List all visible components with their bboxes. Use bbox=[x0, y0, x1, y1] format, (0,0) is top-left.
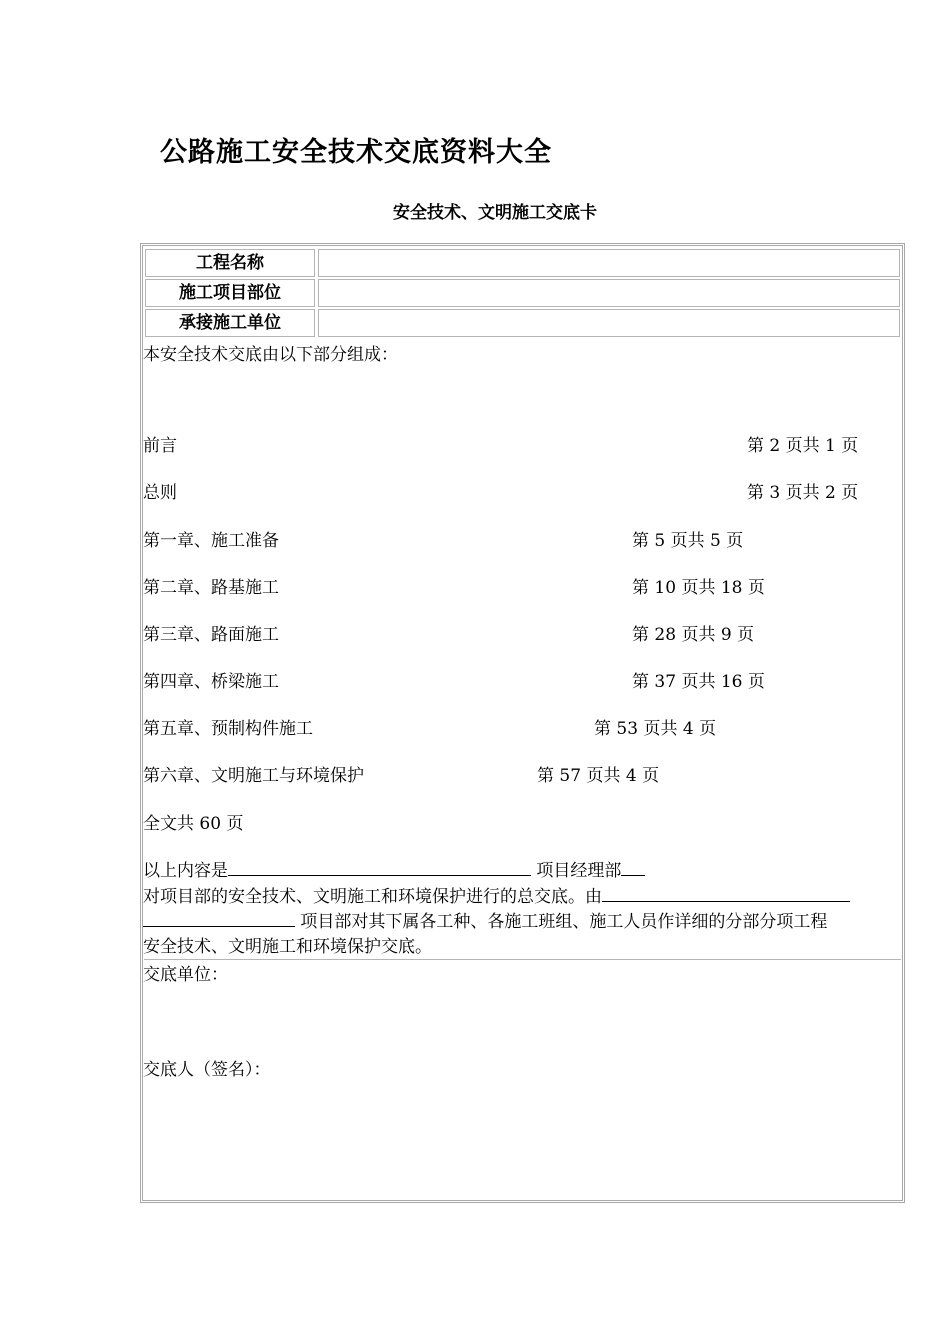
statement-text: 对项目部的安全技术、文明施工和环境保护进行的总交底。由 bbox=[143, 887, 602, 907]
header-value-field[interactable] bbox=[318, 249, 900, 277]
statement-text: 以上内容是 bbox=[143, 861, 228, 881]
responsible-dept-blank-cont[interactable] bbox=[143, 911, 295, 927]
statement-text: 项目部对其下属各工种、各施工班组、施工人员作详细的分部分项工程 bbox=[300, 912, 828, 932]
toc-item-pages: 第 3 页共 2 页 bbox=[747, 483, 859, 503]
document-title: 公路施工安全技术交底资料大全 bbox=[160, 137, 552, 168]
toc-item-pages: 第 57 页共 4 页 bbox=[537, 766, 660, 786]
toc-item-name: 第四章、桥梁施工 bbox=[143, 672, 279, 692]
statement-line-4: 安全技术、文明施工和环境保护交底。 bbox=[143, 937, 432, 957]
statement-line-2 bbox=[143, 886, 850, 908]
toc-item-pages: 第 37 页共 16 页 bbox=[632, 672, 765, 692]
toc-item-name: 第二章、路基施工 bbox=[143, 578, 279, 598]
card-subtitle: 安全技术、文明施工交底卡 bbox=[393, 203, 597, 223]
header-row-project-name bbox=[145, 249, 900, 277]
toc-item-pages: 第 10 页共 18 页 bbox=[632, 578, 765, 598]
intro-text: 本安全技术交底由以下部分组成： bbox=[143, 345, 398, 365]
header-label: 工程名称 bbox=[145, 249, 315, 277]
header-label: 施工项目部位 bbox=[145, 279, 315, 307]
project-dept-blank[interactable] bbox=[228, 860, 531, 876]
toc-item-pages: 第 53 页共 4 页 bbox=[594, 719, 717, 739]
section-divider bbox=[144, 959, 901, 960]
toc-item-pages: 第 28 页共 9 页 bbox=[632, 625, 755, 645]
disclosure-unit-label: 交底单位： bbox=[143, 965, 228, 985]
header-value-field[interactable] bbox=[318, 309, 900, 337]
statement-line-1 bbox=[143, 860, 645, 882]
statement-line-3 bbox=[143, 911, 827, 933]
disclosure-card-table bbox=[140, 243, 905, 1203]
project-dept-blank-tail[interactable] bbox=[621, 860, 645, 876]
total-pages-text: 全文共 60 页 bbox=[143, 814, 244, 834]
toc-item-name: 第六章、文明施工与环境保护 bbox=[143, 766, 364, 786]
header-row-contractor bbox=[145, 309, 900, 337]
statement-text: 项目经理部 bbox=[536, 861, 622, 881]
responsible-dept-blank[interactable] bbox=[602, 886, 850, 902]
toc-item-name: 第一章、施工准备 bbox=[143, 531, 279, 551]
toc-item-pages: 第 5 页共 5 页 bbox=[632, 531, 744, 551]
toc-item-name: 总则 bbox=[143, 483, 177, 503]
header-row-project-part bbox=[145, 279, 900, 307]
disclosure-person-signature-label: 交底人（签名）： bbox=[143, 1060, 271, 1080]
header-label: 承接施工单位 bbox=[145, 309, 315, 337]
toc-item-name: 第三章、路面施工 bbox=[143, 625, 279, 645]
toc-item-pages: 第 2 页共 1 页 bbox=[747, 436, 859, 456]
toc-item-name: 前言 bbox=[143, 436, 177, 456]
toc-item-name: 第五章、预制构件施工 bbox=[143, 719, 313, 739]
header-value-field[interactable] bbox=[318, 279, 900, 307]
